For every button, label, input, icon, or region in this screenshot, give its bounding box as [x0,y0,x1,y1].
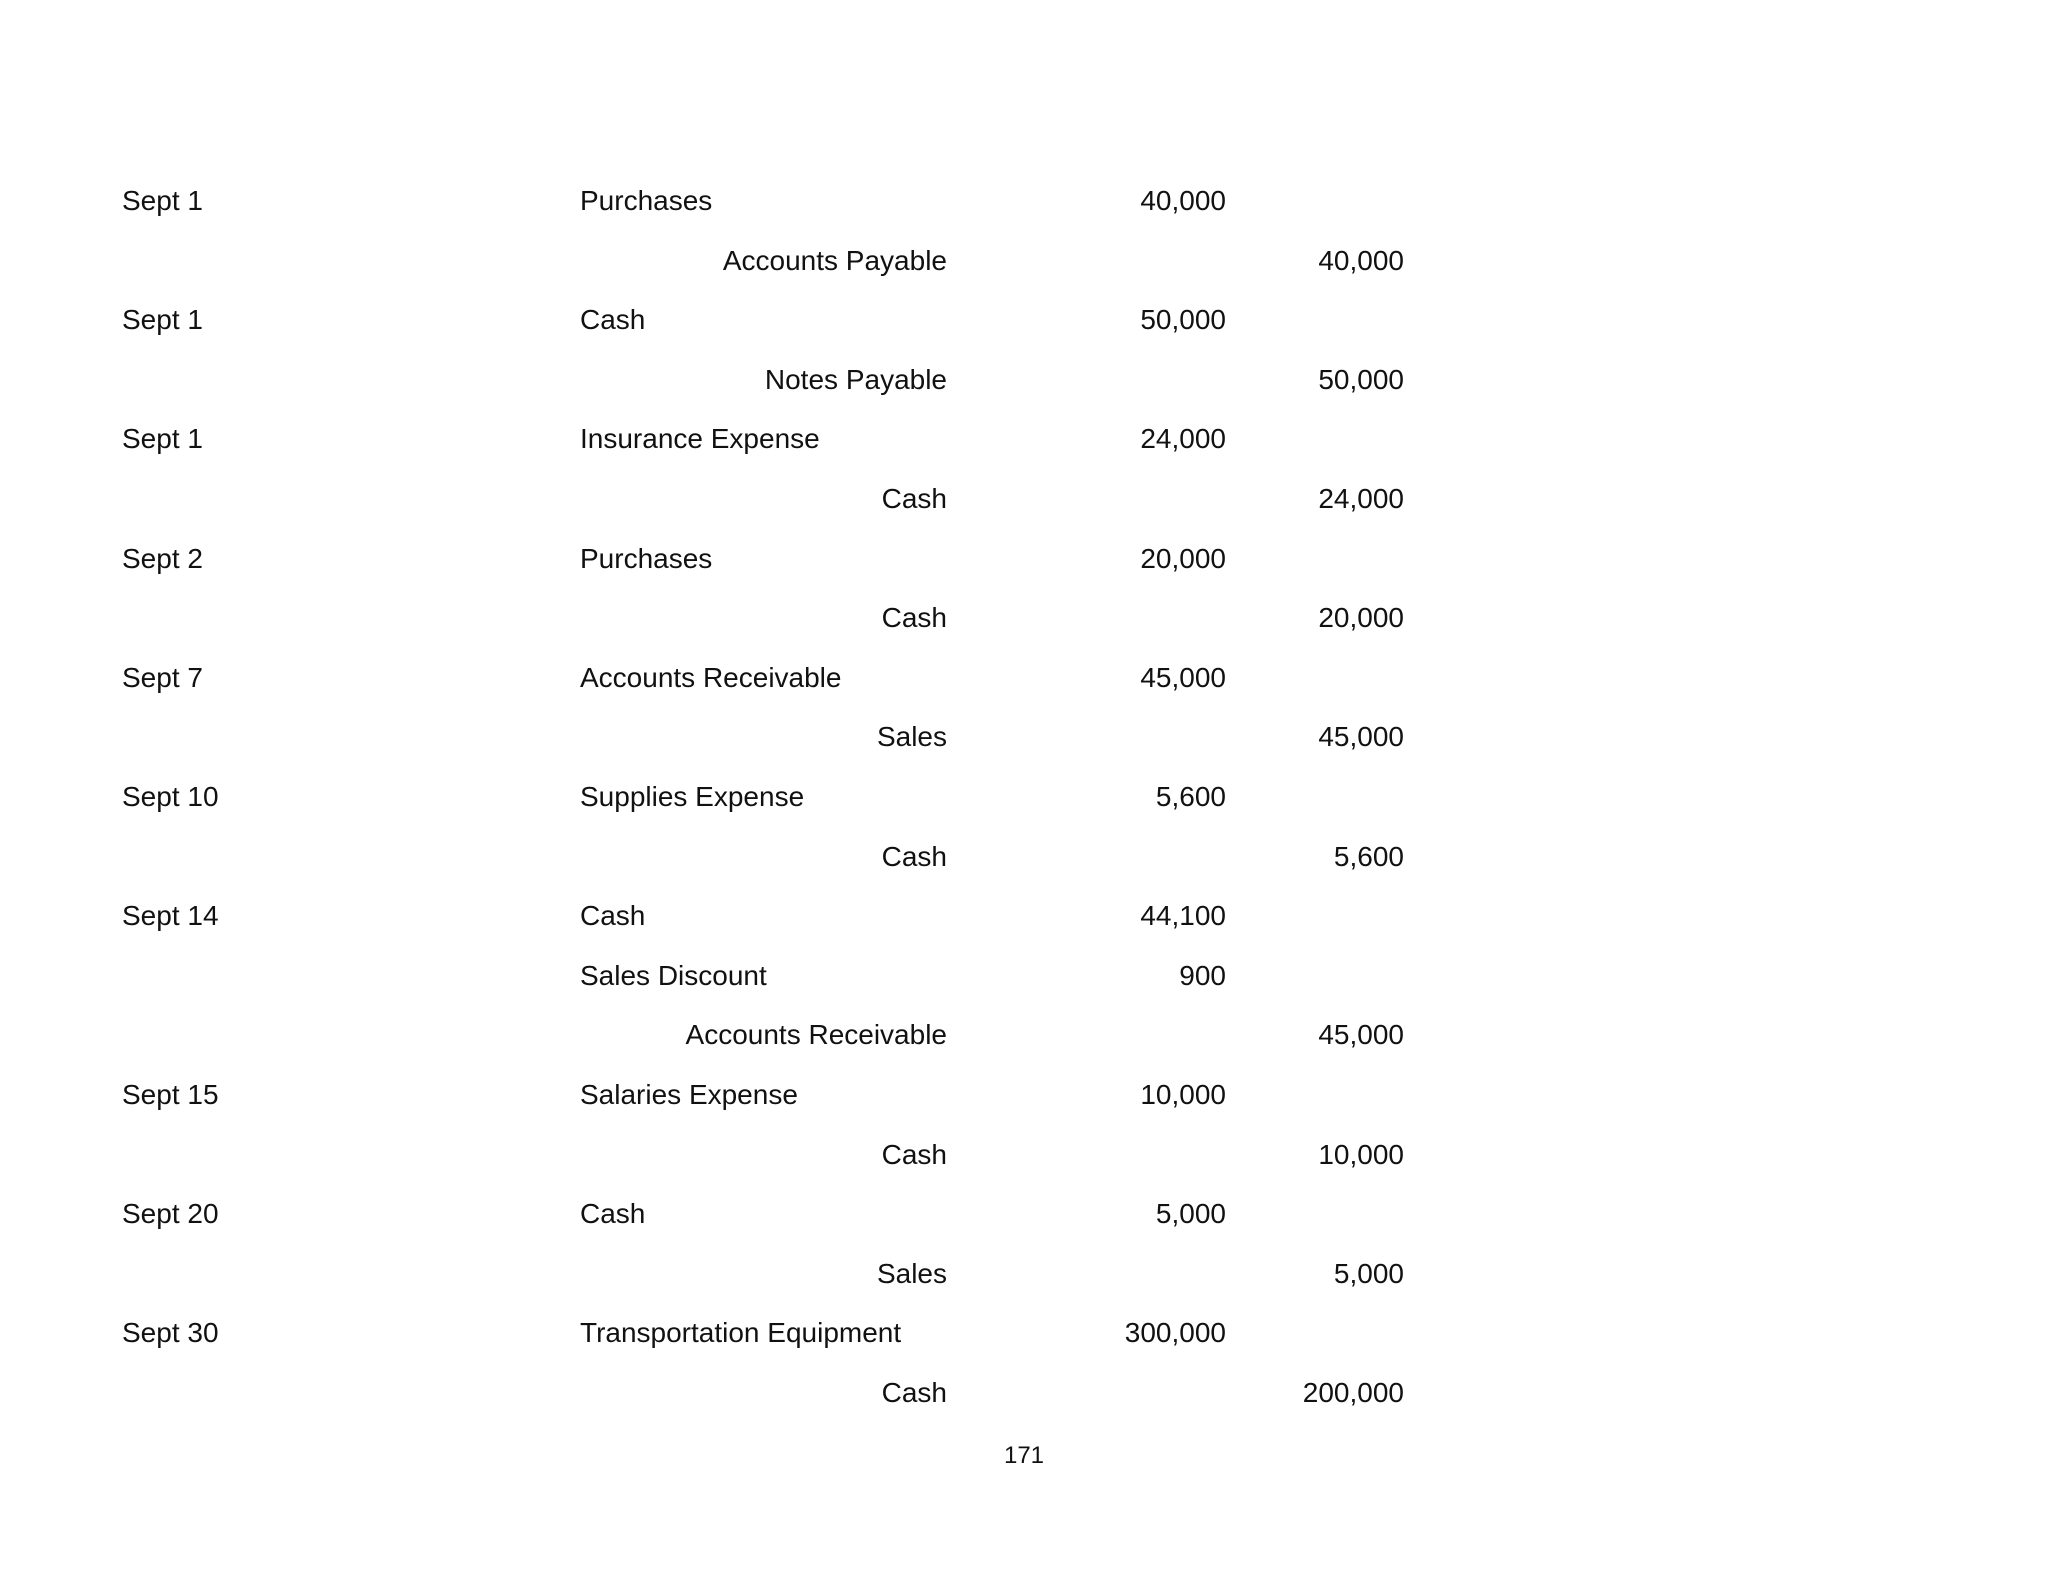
journal-row [0,594,2048,654]
credit-amount: 20,000 [1318,602,1404,634]
entry-date: Sept 14 [122,900,219,932]
credit-amount: 45,000 [1318,1019,1404,1051]
credit-amount: 200,000 [1302,1376,1404,1408]
entry-date: Sept 7 [122,661,203,693]
credit-account: Cash [881,1138,947,1170]
debit-account: Transportation Equipment [580,1317,902,1349]
credit-amount: 24,000 [1318,482,1404,514]
credit-account: Cash [881,840,947,872]
debit-account: Cash [580,304,646,336]
debit-amount: 24,000 [1140,423,1226,455]
debit-account: Cash [580,900,646,932]
journal-row [0,237,2048,297]
debit-amount: 45,000 [1140,661,1226,693]
credit-amount: 10,000 [1318,1138,1404,1170]
debit-amount: 20,000 [1140,542,1226,574]
debit-account: Insurance Expense [580,423,820,455]
entry-date: Sept 2 [122,542,203,574]
journal-entries [0,177,2048,1428]
debit-amount: 10,000 [1140,1078,1226,1110]
journal-row [0,1250,2048,1310]
credit-account: Sales [876,721,947,753]
journal-row [0,1190,2048,1250]
debit-amount: 44,100 [1140,900,1226,932]
entry-date: Sept 1 [122,423,203,455]
entry-date: Sept 1 [122,304,203,336]
entry-date: Sept 15 [122,1078,219,1110]
journal-row [0,1071,2048,1131]
journal-row [0,535,2048,595]
journal-row [0,475,2048,535]
journal-row [0,952,2048,1012]
journal-row [0,296,2048,356]
journal-row [0,1131,2048,1191]
debit-amount: 300,000 [1124,1317,1226,1349]
debit-account: Supplies Expense [580,780,805,812]
journal-row [0,1309,2048,1369]
entry-date: Sept 30 [122,1317,219,1349]
credit-amount: 5,600 [1333,840,1404,872]
journal-row [0,654,2048,714]
debit-amount: 900 [1179,959,1226,991]
page-number: 171 [1003,1442,1045,1469]
credit-account: Accounts Payable [722,244,947,276]
debit-account: Cash [580,1198,646,1230]
credit-account: Notes Payable [764,363,947,395]
credit-account: Cash [881,482,947,514]
journal-row [0,773,2048,833]
entry-date: Sept 10 [122,780,219,812]
debit-amount: 40,000 [1140,185,1226,216]
credit-account: Cash [881,602,947,634]
journal-row [0,356,2048,416]
debit-account: Purchases [580,542,713,574]
debit-account: Salaries Expense [580,1078,798,1110]
debit-account: Purchases [580,185,713,216]
journal-row [0,415,2048,475]
journal-row [0,892,2048,952]
entry-date: Sept 1 [122,185,203,216]
journal-row [0,713,2048,773]
debit-account: Accounts Receivable [580,661,842,693]
debit-amount: 5,000 [1155,1198,1226,1230]
journal-row [0,833,2048,893]
credit-amount: 5,000 [1333,1257,1404,1289]
debit-amount: 50,000 [1140,304,1226,336]
debit-amount: 5,600 [1155,780,1226,812]
entry-date: Sept 20 [122,1198,219,1230]
credit-account: Accounts Receivable [685,1019,947,1051]
credit-amount: 45,000 [1318,721,1404,753]
journal-row [0,1369,2048,1429]
credit-amount: 40,000 [1318,244,1404,276]
credit-amount: 50,000 [1318,363,1404,395]
debit-account: Sales Discount [580,959,767,991]
journal-row [0,177,2048,237]
credit-account: Cash [881,1376,947,1408]
credit-account: Sales [876,1257,947,1289]
journal-row [0,1011,2048,1071]
